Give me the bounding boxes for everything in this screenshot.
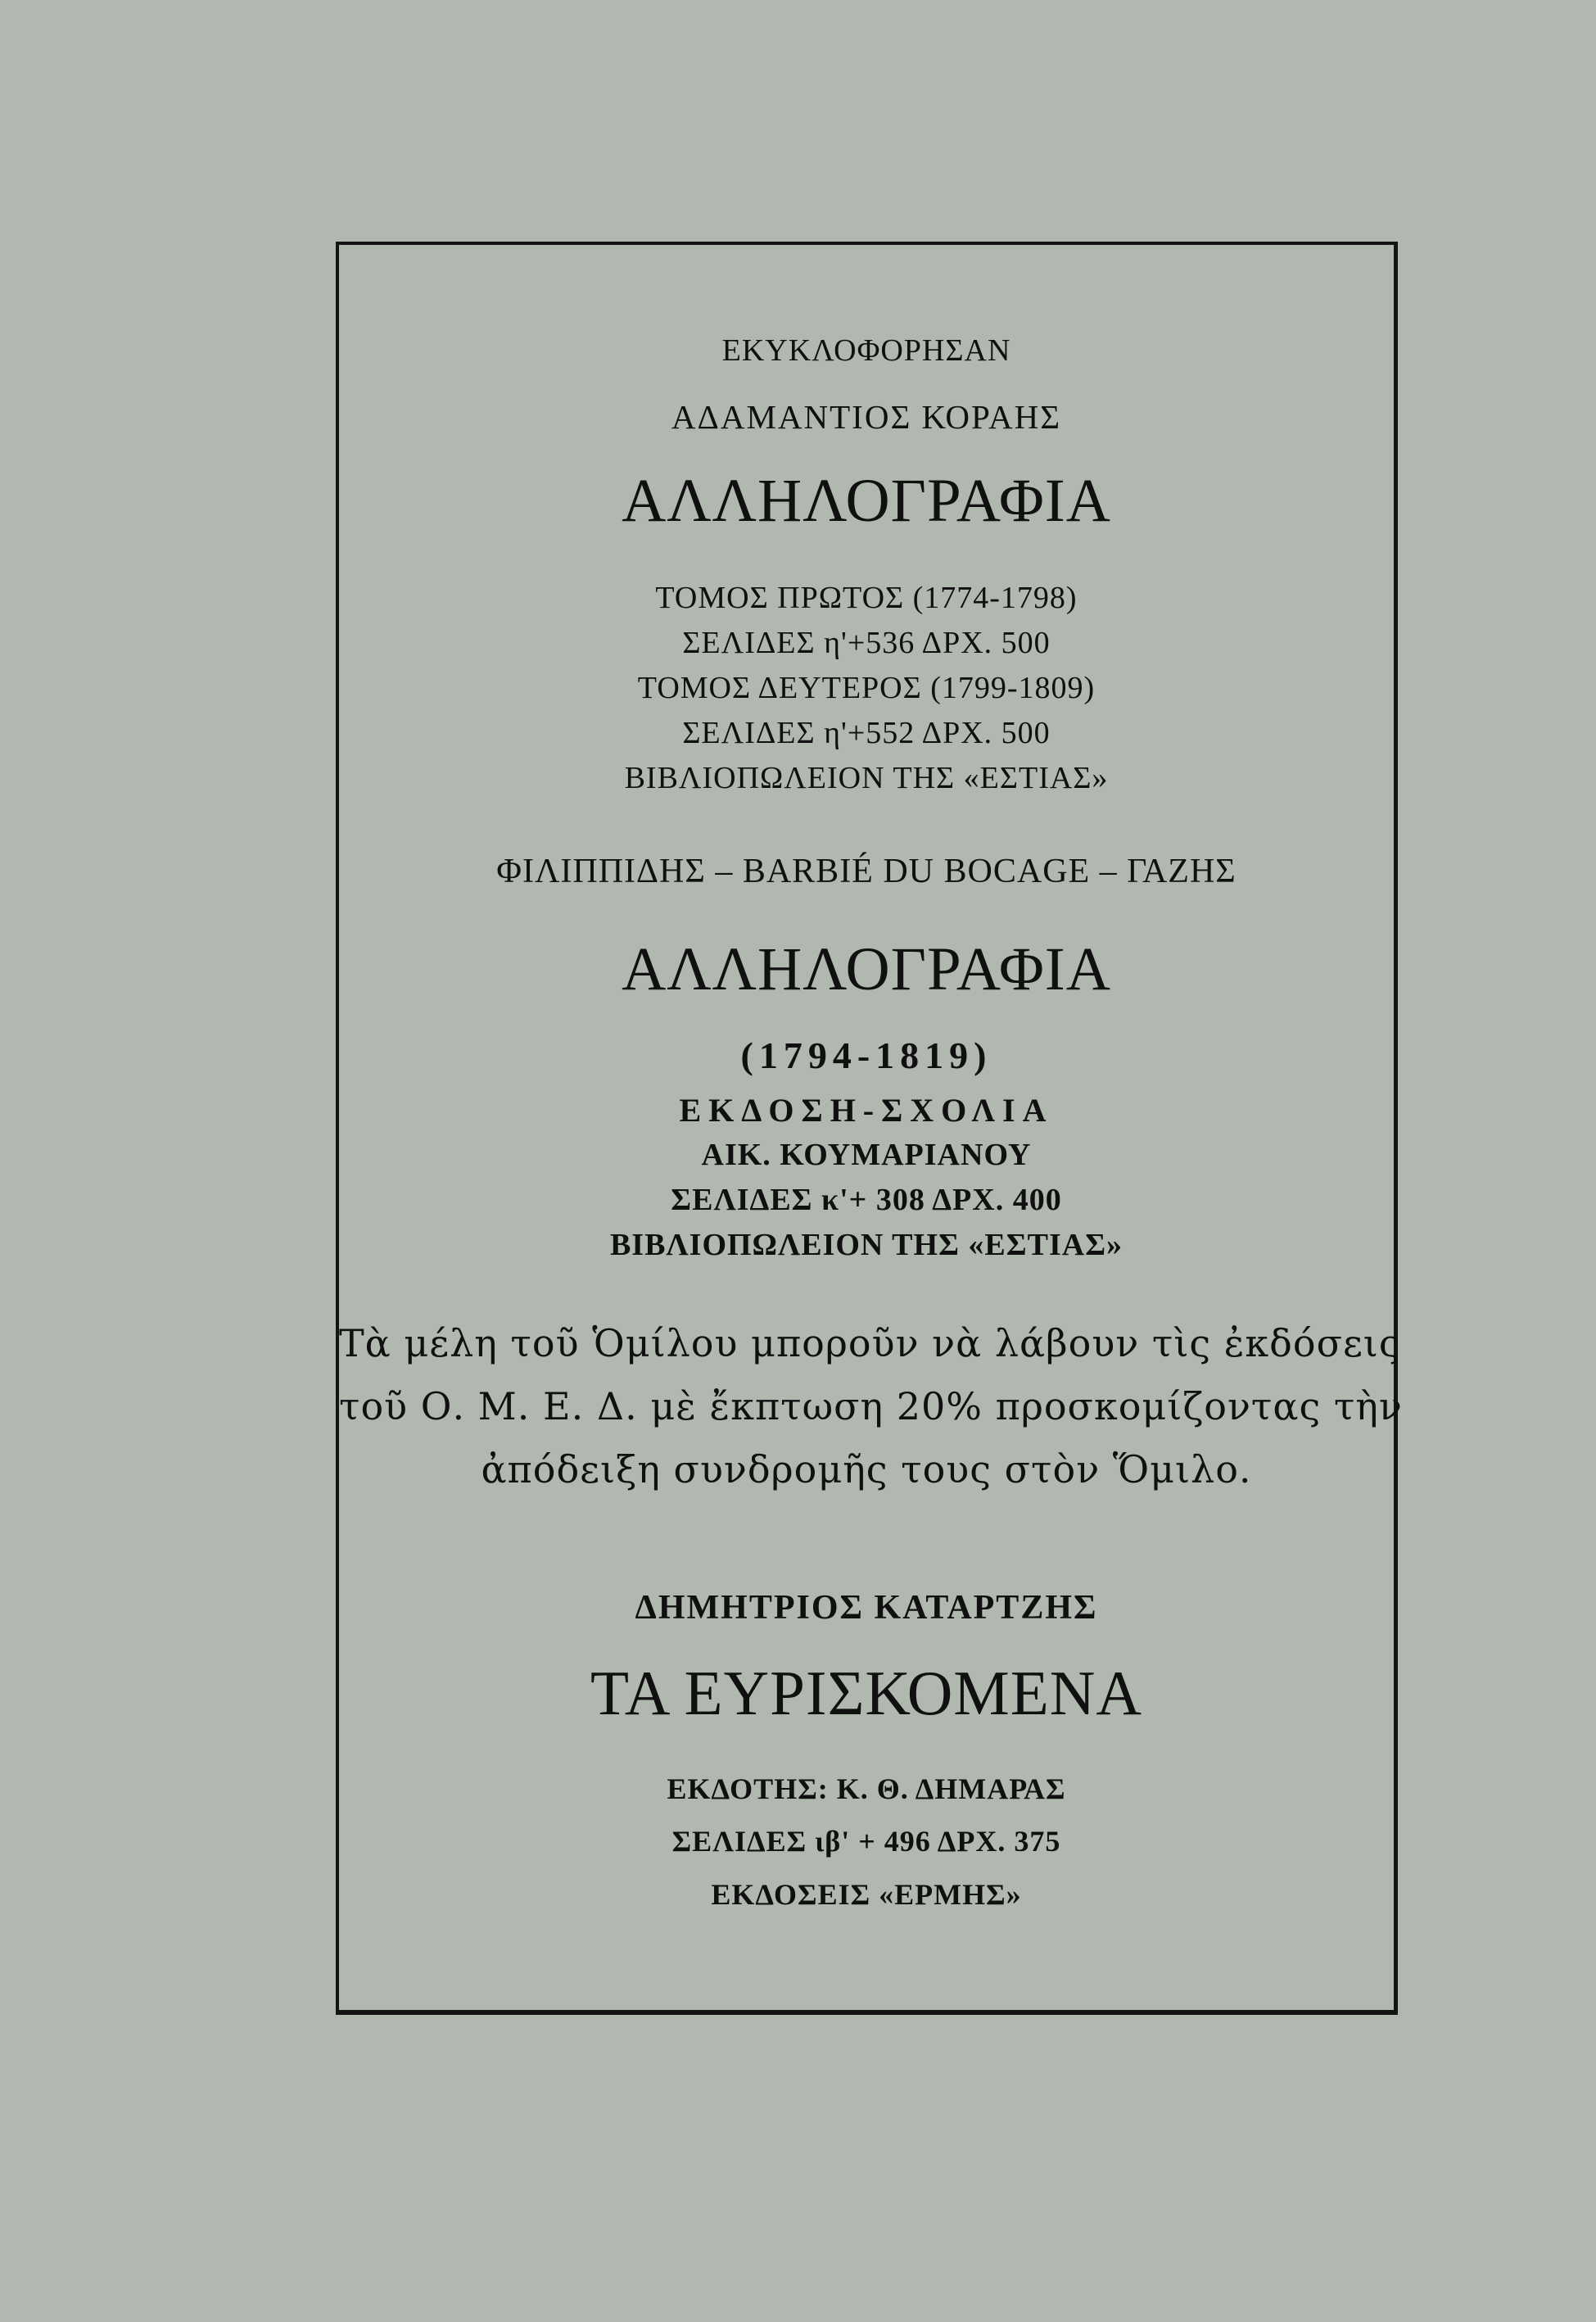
member-notice-line-2: τοῦ Ο. Μ. Ε. Δ. μὲ ἔκπτωση 20% προσκομίζοντας τὴν [339,1384,1403,1428]
book2-pages: ΣΕΛΙΔΕΣ κ'+ 308 ΔΡΧ. 400 [671,1183,1062,1217]
book2-edition: ΕΚΔΟΣΗ-ΣΧΟΛΙΑ [679,1092,1054,1129]
book3-editor: ΕΚΔΟΤΗΣ: Κ. Θ. ΔΗΜΑΡΑΣ [667,1772,1066,1805]
book2-publisher: ΒΙΒΛΙΟΠΩΛΕΙΟΝ ΤΗΣ «ΕΣΤΙΑΣ» [609,1228,1124,1262]
book3-title: ΤΑ ΕΥΡΙΣΚΟΜΕΝΑ [590,1658,1143,1728]
book3-publisher: ΕΚΔΟΣΕΙΣ «ΕΡΜΗΣ» [711,1878,1022,1911]
advertisement-frame [336,242,1403,2015]
book2-authors: ΦΙΛΙΠΠΙΔΗΣ – BARBIÉ DU BOCAGE – ΓΑΖΗΣ [496,853,1237,890]
book3-pages: ΣΕΛΙΔΕΣ ιβ' + 496 ΔΡΧ. 375 [671,1825,1061,1858]
book2-editor: ΑΙΚ. ΚΟΥΜΑΡΙΑΝΟΥ [701,1138,1032,1172]
book1-author: ΑΔΑΜΑΝΤΙΟΣ ΚΟΡΑΗΣ [671,398,1062,436]
member-notice-line-1: Τὰ μέλη τοῦ Ὁμίλου μποροῦν νὰ λάβουν τὶς ἐκδόσεις [339,1321,1401,1365]
member-notice-line-3: ἀπόδειξη συνδρομῆς τους στὸν Ὅμιλο. [481,1447,1252,1491]
book1-volume2: ΤΟΜΟΣ ΔΕΥΤΕΡΟΣ (1799-1809) [637,671,1096,705]
book1-volume1: ΤΟΜΟΣ ΠΡΩΤΟΣ (1774-1798) [655,581,1078,615]
book2-years: (1794-1819) [740,1034,992,1076]
announcement-heading: ΕΚΥΚΛΟΦΟΡΗΣΑΝ [721,333,1011,368]
book2-title: ΑΛΛΗΛΟΓΡΑΦΙΑ [622,935,1111,1003]
book3-author: ΔΗΜΗΤΡΙΟΣ ΚΑΤΑΡΤΖΗΣ [635,1589,1098,1627]
book1-volume1-pages: ΣΕΛΙΔΕΣ η'+536 ΔΡΧ. 500 [682,626,1051,660]
book1-publisher: ΒΙΒΛΙΟΠΩΛΕΙΟΝ ΤΗΣ «ΕΣΤΙΑΣ» [624,761,1109,795]
book1-volume2-pages: ΣΕΛΙΔΕΣ η'+552 ΔΡΧ. 500 [682,716,1051,750]
book1-title: ΑΛΛΗΛΟΓΡΑΦΙΑ [622,467,1111,535]
